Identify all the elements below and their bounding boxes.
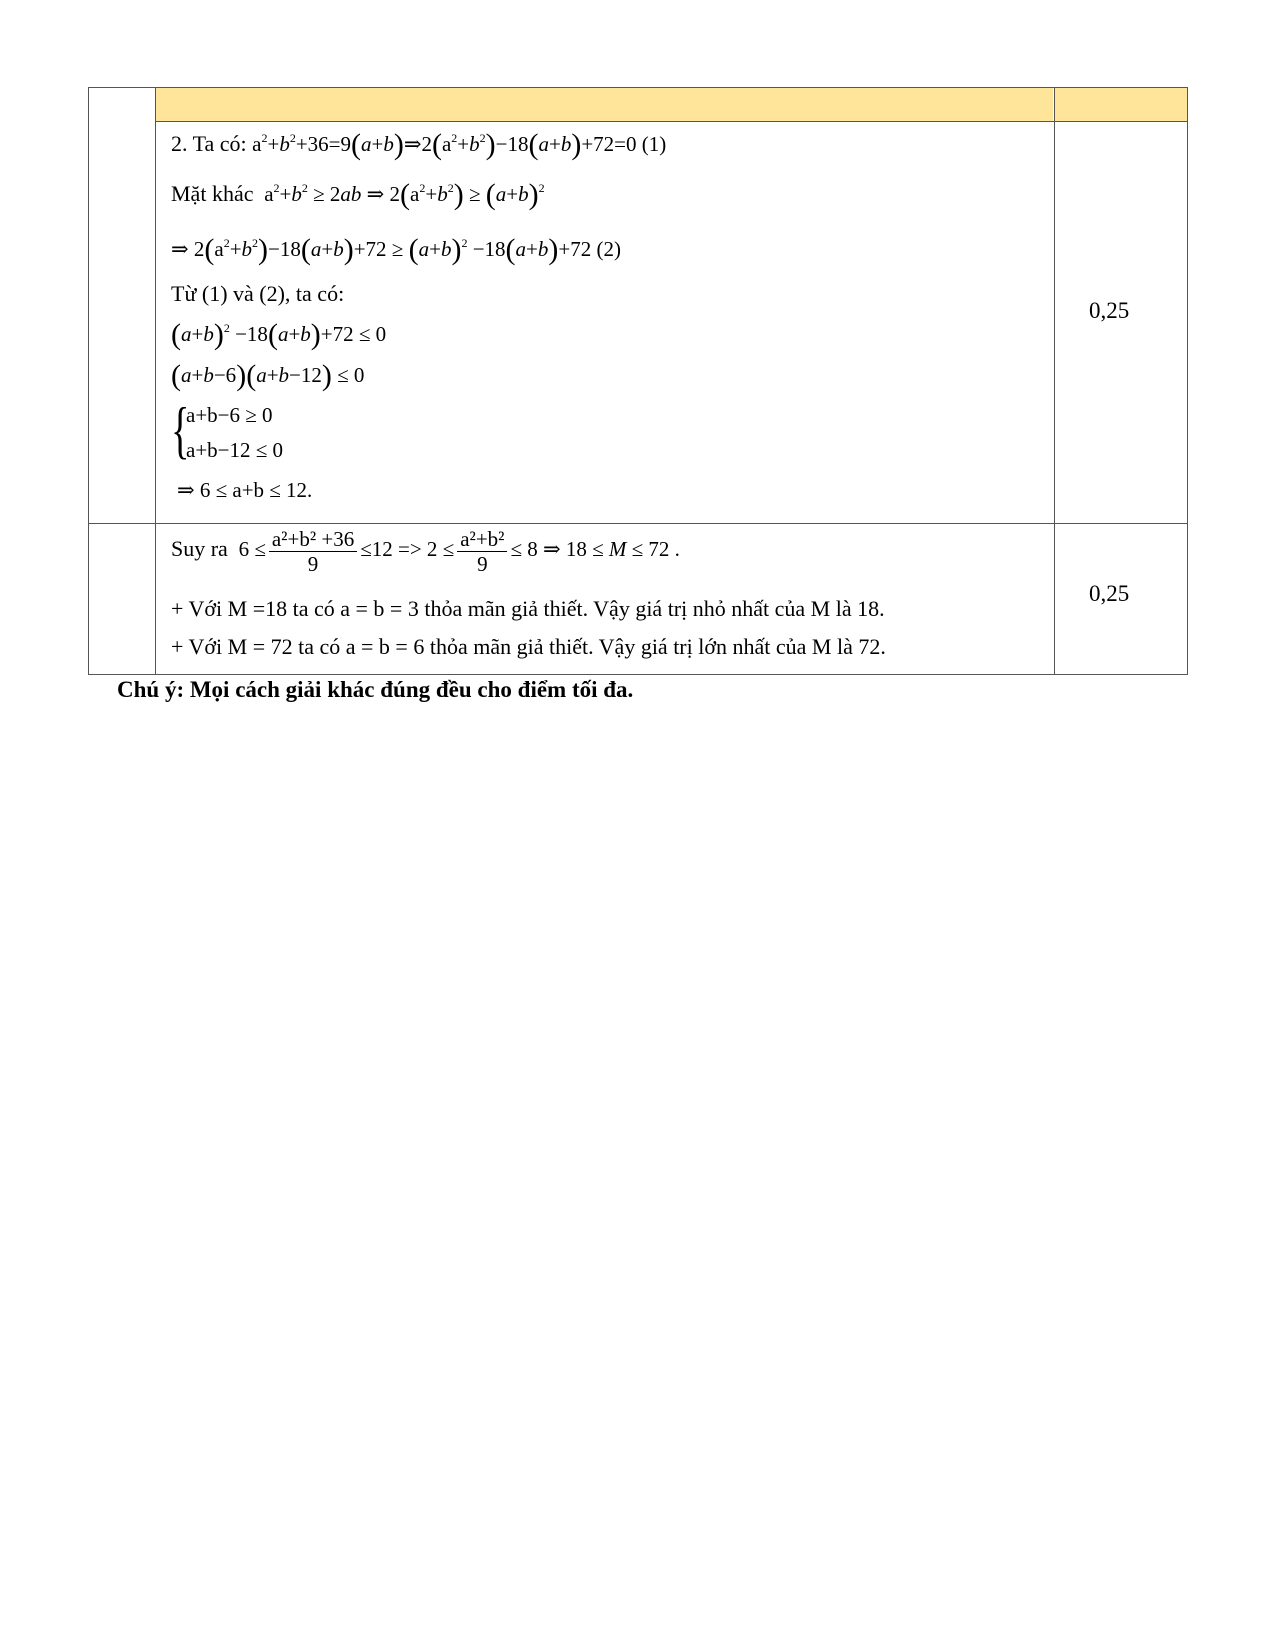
fraction-1-denominator: 9 bbox=[307, 551, 319, 576]
row1-conclusion: ⇒ 6 ≤ a+b ≤ 12. bbox=[177, 478, 313, 502]
fraction-2 bbox=[457, 527, 507, 576]
header-cell-score bbox=[1055, 87, 1188, 121]
row1-line2-math: $a^2+b^2 \ge 2ab$ ⇒ $2(a^2+b^2) \ge (a+b)^2$ bbox=[258, 178, 545, 211]
system-line2: a+b−12 ≤ 0 bbox=[186, 438, 284, 462]
row1-line4: Từ (1) và (2), ta có: bbox=[171, 281, 345, 306]
system-brace: { bbox=[171, 394, 190, 465]
row1-line1 bbox=[171, 128, 667, 161]
row2-score: 0,25 bbox=[1089, 581, 1130, 606]
row1-line5-math: $(a+b)^2 -18(a+b)+72 \le 0$ bbox=[171, 318, 387, 351]
row1-line1-lead: 2. Ta có: bbox=[171, 131, 247, 156]
grading-note: Chú ý: Mọi cách giải khác đúng đều cho điểm tối đa. bbox=[117, 677, 634, 702]
system-line1: a+b−6 ≥ 0 bbox=[186, 403, 273, 427]
row1-line2 bbox=[171, 178, 545, 211]
fraction-1 bbox=[269, 527, 357, 576]
row1-line3-math: ⇒ $2(a^2+b^2)-18(a+b)+72 \ge (a+b)^2 -18(a+b)+72$ (2) bbox=[171, 233, 621, 266]
row2-lead: Suy ra bbox=[171, 536, 228, 561]
fraction-1-numerator: a²+b² +36 bbox=[269, 527, 357, 552]
header-cell-content bbox=[156, 87, 1053, 121]
fraction-2-denominator: 9 bbox=[477, 551, 488, 576]
row2-line3: + Với M = 72 ta có a = b = 6 thỏa mãn giả thiết. Vậy giá trị lớn nhất của M là 72. bbox=[171, 634, 886, 659]
row2-line1-math: 6 ≤ $\frac{\text{a²+b² +36}}{9}$ ≤12 => 2 ≤ $\frac{\text{a²+b²}}{9}$ ≤ 8 ⇒ 18 ≤ M ≤ 72 . bbox=[233, 526, 680, 576]
row1-line1-math: $a^2+b^2+36=9(a+b)\Rightarrow 2(a^2+b^2)-18(a+b)+72=0$ (1) bbox=[252, 128, 667, 161]
fraction-2-numerator: a²+b² bbox=[457, 527, 507, 552]
row2-line1 bbox=[171, 525, 680, 576]
row2-line2: + Với M =18 ta có a = b = 3 thỏa mãn giả thiết. Vậy giá trị nhỏ nhất của M là 18. bbox=[171, 596, 885, 621]
row1-score: 0,25 bbox=[1089, 298, 1130, 323]
row1-line6-math: (a+b−6)(a+b−12) ≤ 0 bbox=[171, 359, 365, 392]
row1-line2-lead: Mặt khác bbox=[171, 181, 254, 206]
